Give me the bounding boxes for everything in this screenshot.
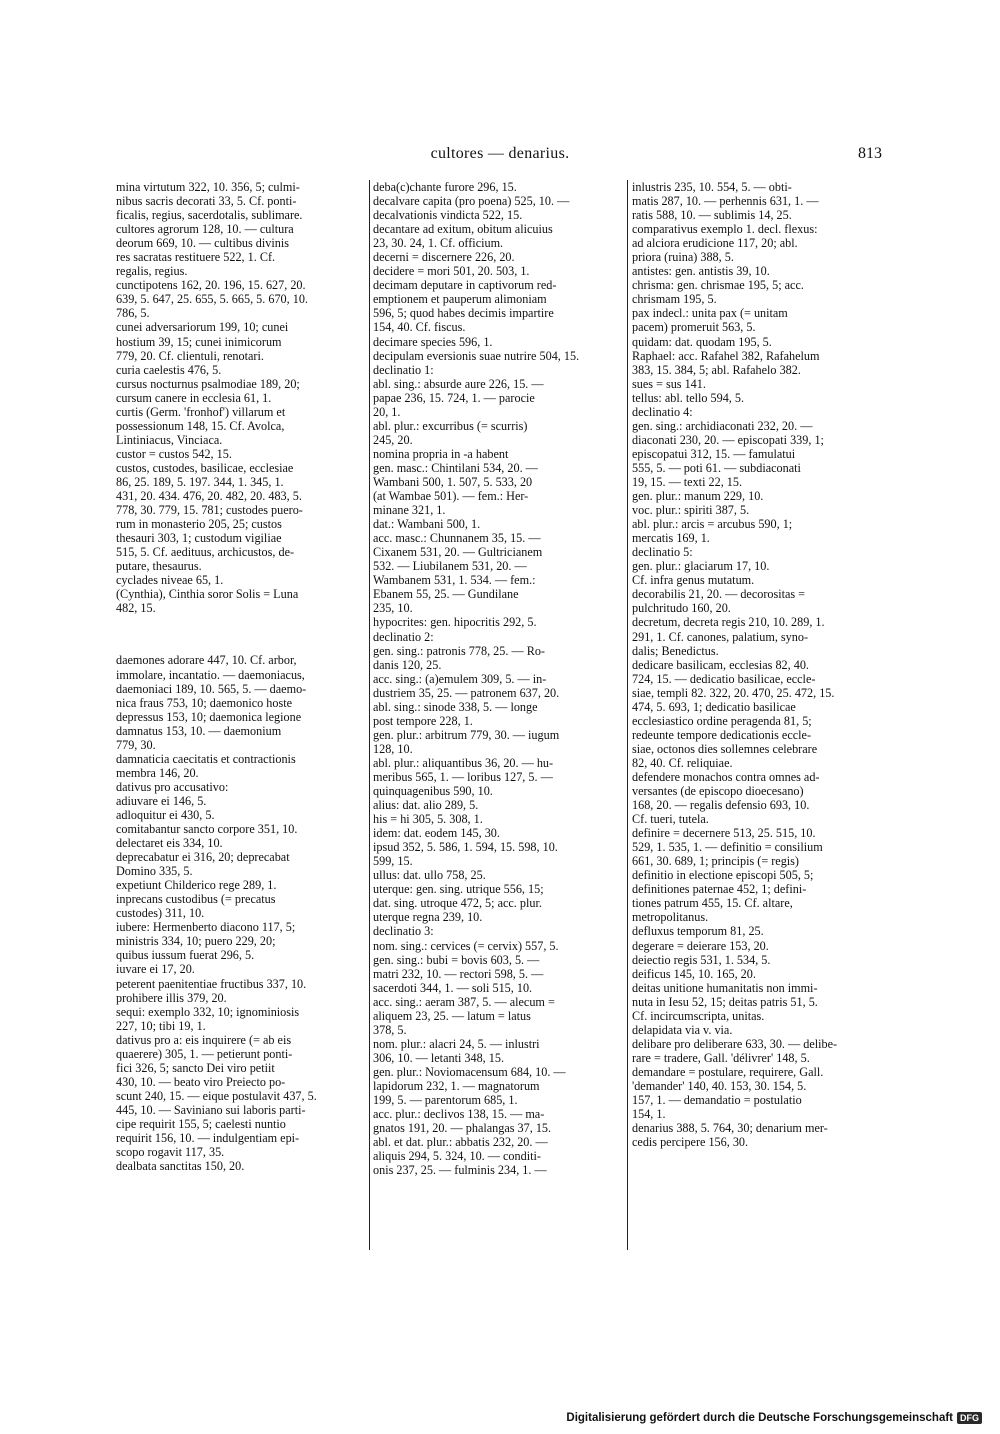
index-entry-line: deificus 145, 10. 165, 20.: [632, 966, 756, 981]
index-entry-line: voc. plur.: spiriti 387, 5.: [632, 503, 750, 518]
index-entry-line: papae 236, 15. 724, 1. — parocie: [373, 390, 535, 405]
index-entry-line: versantes (de episcopo dioecesano): [632, 784, 804, 799]
index-entry-line: hostium 39, 15; cunei inimicorum: [116, 334, 282, 349]
index-entry-line: 245, 20.: [373, 432, 413, 447]
index-entry-line: nica fraus 753, 10; daemonico hoste: [116, 695, 292, 710]
index-entry-line: meribus 565, 1. — loribus 127, 5. —: [373, 769, 553, 784]
index-entry-line: thesauri 303, 1; custodum vigiliae: [116, 531, 282, 546]
index-entry-line: decerni = discernere 226, 20.: [373, 250, 515, 265]
index-entry-line: daemones adorare 447, 10. Cf. arbor,: [116, 653, 297, 668]
index-entry-line: inprecans custodibus (= precatus: [116, 892, 276, 907]
index-entry-line: ministris 334, 10; puero 229, 20;: [116, 934, 276, 949]
index-entry-line: lapidorum 232, 1. — magnatorum: [373, 1079, 540, 1093]
index-entry-line: Lintiniacus, Vinciaca.: [116, 432, 223, 447]
index-entry-line: sues = sus 141.: [632, 376, 706, 391]
index-entry-line: iubere: Hermenberto diacono 117, 5;: [116, 920, 296, 935]
index-entry-line: abl. plur.: arcis = arcubus 590, 1;: [632, 517, 793, 532]
index-entry-line: gen. sing.: bubi = bovis 603, 5. —: [373, 952, 540, 967]
index-entry-line: 306, 10. — letanti 348, 15.: [373, 1050, 505, 1065]
index-entry-line: diaconati 230, 20. — episcopati 339, 1;: [632, 432, 824, 447]
page-header: [0, 145, 1000, 169]
index-entry-line: gnatos 191, 20. — phalangas 37, 15.: [373, 1121, 552, 1136]
index-entry-line: ullus: dat. ullo 758, 25.: [373, 868, 486, 883]
index-entry-line: dativus pro a: eis inquirere (= ab eis: [116, 1032, 292, 1047]
index-entry-line: declinatio 2:: [373, 629, 434, 644]
index-entry-line: 778, 30. 779, 15. 781; custodes puero-: [116, 503, 303, 518]
index-entry-line: scunt 240, 15. — eique postulavit 437, 5.: [116, 1088, 317, 1103]
index-entry-line: 235, 10.: [373, 601, 413, 616]
index-entry-line: nuta in Iesu 52, 15; deitas patris 51, 5.: [632, 994, 818, 1009]
index-entry-line: 445, 10. — Saviniano sui laboris parti-: [116, 1102, 306, 1117]
index-entry-line: 474, 5. 693, 1; dedicatio basilicae: [632, 699, 796, 714]
index-entry-line: nom. plur.: alacri 24, 5. — inlustri: [373, 1036, 540, 1051]
page-number: 813: [858, 145, 882, 162]
index-entry-line: ecclesiastico ordine peragenda 81, 5;: [632, 713, 812, 728]
index-entry-line: redeunte tempore dedicationis eccle-: [632, 727, 811, 742]
index-entry-line: delapidata via v. via.: [632, 1022, 733, 1037]
index-entry-line: gen. sing.: patronis 778, 25. — Ro-: [373, 643, 545, 658]
index-entry-line: membra 146, 20.: [116, 765, 199, 780]
index-entry-line: defluxus temporum 81, 25.: [632, 924, 764, 939]
index-entry-line: idem: dat. eodem 145, 30.: [373, 826, 500, 841]
index-entry-line: 23, 30. 24, 1. Cf. officium.: [373, 236, 504, 251]
index-entry-line: cursum canere in ecclesia 61, 1.: [116, 390, 272, 405]
index-entry-line: 482, 15.: [116, 601, 156, 616]
index-entry-line: acc. plur.: declivos 138, 15. — ma-: [373, 1107, 545, 1122]
index-entry-line: gen. masc.: Chintilani 534, 20. —: [373, 460, 538, 475]
index-entry-line: Cf. incircumscripta, unitas.: [632, 1008, 765, 1023]
index-entry-line: 430, 10. — beato viro Preiecto po-: [116, 1074, 286, 1089]
index-entry-line: cunctipotens 162, 20. 196, 15. 627, 20.: [116, 278, 306, 293]
index-entry-line: quinquagenibus 590, 10.: [373, 784, 493, 799]
index-entry-line: custor = custos 542, 15.: [116, 446, 232, 461]
index-entry-line: decimare species 596, 1.: [373, 334, 493, 349]
index-entry-line: custodes) 311, 10.: [116, 906, 205, 921]
index-entry-line: rare = tradere, Gall. 'délivrer' 148, 5.: [632, 1050, 810, 1065]
index-entry-line: aliquem 23, 25. — latum = latus: [373, 1008, 531, 1023]
index-entry-line: adloquitur ei 430, 5.: [116, 807, 215, 822]
index-entry-line: hypocrites: gen. hipocritis 292, 5.: [373, 615, 537, 630]
index-entry-line: 86, 25. 189, 5. 197. 344, 1. 345, 1.: [116, 474, 284, 489]
index-entry-line: damnaticia caecitatis et contractionis: [116, 751, 296, 766]
index-entry-line: 779, 20. Cf. clientuli, renotari.: [116, 348, 264, 363]
index-entry-line: delibare pro deliberare 633, 30. — delibe-: [632, 1036, 838, 1051]
index-entry-line: cultores agrorum 128, 10. — cultura: [116, 222, 294, 237]
index-entry-line: comitabantur sancto corpore 351, 10.: [116, 822, 298, 837]
index-entry-line: danis 120, 25.: [373, 657, 442, 672]
index-entry-line: 157, 1. — demandatio = postulatio: [632, 1093, 802, 1108]
index-entry-line: gen. plur.: glaciarum 17, 10.: [632, 559, 770, 574]
index-entry-line: 599, 15.: [373, 854, 413, 869]
index-entry-line: defendere monachos contra omnes ad-: [632, 769, 820, 784]
index-entry-line: dat.: Wambani 500, 1.: [373, 517, 481, 532]
index-entry-line: 199, 5. — parentorum 685, 1.: [373, 1093, 518, 1108]
index-entry-line: 128, 10.: [373, 741, 413, 756]
index-entry-line: 724, 15. — dedicatio basilicae, eccle-: [632, 671, 816, 686]
index-entry-line: decipulam eversionis suae nutrire 504, 15.: [373, 348, 580, 363]
index-entry-line: pacem) promeruit 563, 5.: [632, 320, 756, 335]
index-entry-line: res sacratas restituere 522, 1. Cf.: [116, 250, 276, 265]
index-entry-line: decretum, decreta regis 210, 10. 289, 1.: [632, 615, 825, 630]
index-entry-line: iuvare ei 17, 20.: [116, 962, 195, 977]
index-entry-line: abl. et dat. plur.: abbatis 232, 20. —: [373, 1135, 548, 1150]
index-entry-line: daemoniaci 189, 10. 565, 5. — daemo-: [116, 681, 307, 696]
index-entry-line: 154, 1.: [632, 1107, 666, 1122]
index-entry-line: matri 232, 10. — rectori 598, 5. —: [373, 966, 544, 981]
index-entry-line: regalis, regius.: [116, 264, 188, 279]
index-entry-line: 786, 5.: [116, 306, 150, 321]
index-entry-line: nibus sacris decorati 33, 5. Cf. ponti-: [116, 194, 297, 209]
index-entry-line: quaerere) 305, 1. — petierunt ponti-: [116, 1046, 293, 1061]
index-entry-line: Raphael: acc. Rafahel 382, Rafahelum: [632, 348, 820, 363]
index-entry-line: 19, 15. — texti 22, 15.: [632, 474, 743, 489]
index-entry-line: chrisma: gen. chrismae 195, 5; acc.: [632, 278, 804, 293]
index-entry-line: siae, templi 82. 322, 20. 470, 25. 472, 15.: [632, 685, 835, 700]
index-entry-line: chrismam 195, 5.: [632, 292, 717, 307]
running-title: cultores — denarius.: [430, 145, 570, 162]
credit-text: Digitalisierung gefördert durch die Deutsche Forschungsgemeinschaft: [566, 1412, 953, 1424]
index-entry-line: dalis; Benedictus.: [632, 643, 719, 658]
index-entry-line: minane 321, 1.: [373, 503, 446, 518]
index-entry-line: dativus pro accusativo:: [116, 779, 229, 794]
index-entry-line: 639, 5. 647, 25. 655, 5. 665, 5. 670, 10.: [116, 292, 308, 307]
index-entry-line: prohibere illis 379, 20.: [116, 990, 227, 1005]
index-entry-line: his = hi 305, 5. 308, 1.: [373, 812, 483, 827]
index-entry-line: Cf. infra genus mutatum.: [632, 573, 755, 588]
index-entry-line: deprecabatur ei 316, 20; deprecabat: [116, 850, 290, 865]
index-entry-line: Ebanem 55, 25. — Gundilane: [373, 587, 519, 602]
index-entry-line: uterque: gen. sing. utrique 556, 15;: [373, 882, 544, 897]
index-entry-line: possessionum 148, 15. Cf. Avolca,: [116, 418, 285, 433]
index-entry-line: gen. plur.: Noviomacensum 684, 10. —: [373, 1064, 566, 1079]
index-entry-line: 596, 5; quod habes decimis impartire: [373, 306, 554, 321]
index-entry-line: decalvare capita (pro poena) 525, 10. —: [373, 194, 570, 209]
index-entry-line: 515, 5. Cf. aedituus, archicustos, de-: [116, 545, 295, 560]
index-entry-line: acc. masc.: Chunnanem 35, 15. —: [373, 531, 541, 546]
index-entry-line: curia caelestis 476, 5.: [116, 362, 222, 377]
index-entry-line: expetiunt Childerico rege 289, 1.: [116, 878, 277, 893]
index-entry-line: aliquis 294, 5. 324, 10. — conditi-: [373, 1149, 541, 1164]
index-entry-line: acc. sing.: (a)emulem 309, 5. — in-: [373, 671, 547, 686]
index-entry-line: deba(c)chante furore 296, 15.: [373, 180, 517, 194]
index-entry-line: custos, custodes, basilicae, ecclesiae: [116, 460, 294, 475]
index-entry-line: damnatus 153, 10. — daemonium: [116, 723, 282, 738]
index-entry-line: deorum 669, 10. — cultibus divinis: [116, 236, 289, 251]
index-entry-line: 532. — Liubilanem 531, 20. —: [373, 559, 527, 574]
index-entry-line: rum in monasterio 205, 25; custos: [116, 517, 282, 532]
index-entry-line: declinatio 1:: [373, 362, 434, 377]
index-entry-line: tellus: abl. tello 594, 5.: [632, 390, 745, 405]
index-entry-line: 431, 20. 434. 476, 20. 482, 20. 483, 5.: [116, 489, 302, 504]
index-column-middle: [373, 180, 624, 1177]
index-entry-line: 291, 1. Cf. canones, palatium, syno-: [632, 629, 809, 644]
index-entry-line: adiuvare ei 146, 5.: [116, 793, 207, 808]
dfg-logo-icon: DFG: [957, 1412, 982, 1424]
index-column-left: [116, 180, 366, 1173]
index-entry-line: denarius 388, 5. 764, 30; denarium mer-: [632, 1121, 828, 1136]
index-entry-line: demandare = postulare, requirere, Gall.: [632, 1064, 824, 1079]
index-entry-line: 378, 5.: [373, 1022, 407, 1037]
index-entry-line: ratis 588, 10. — sublimis 14, 25.: [632, 208, 792, 223]
column-divider-right: [627, 180, 628, 1250]
index-entry-line: depressus 153, 10; daemonica legione: [116, 709, 302, 724]
index-entry-line: gen. sing.: archidiaconati 232, 20. —: [632, 418, 813, 433]
index-entry-line: quibus iussum fuerat 296, 5.: [116, 948, 255, 963]
index-entry-line: deitas unitione humanitatis non immi-: [632, 980, 818, 995]
index-entry-line: declinatio 5:: [632, 545, 693, 560]
column-divider-left: [369, 180, 370, 1250]
index-entry-line: scopo rogavit 117, 35.: [116, 1145, 225, 1160]
index-entry-line: pulchritudo 160, 20.: [632, 601, 731, 616]
index-entry-line: dustriem 35, 25. — patronem 637, 20.: [373, 685, 560, 700]
index-entry-line: episcopatui 312, 15. — famulatui: [632, 446, 796, 461]
index-entry-line: 661, 30. 689, 1; principis (= regis): [632, 854, 799, 869]
digitization-credit: [566, 1412, 982, 1424]
index-entry-line: cipe requirit 155, 5; caelesti nuntio: [116, 1117, 286, 1131]
index-entry-line: onis 237, 25. — fulminis 234, 1. —: [373, 1163, 547, 1178]
index-entry-line: nom. sing.: cervices (= cervix) 557, 5.: [373, 938, 559, 953]
index-entry-line: uterque regna 239, 10.: [373, 910, 483, 925]
index-entry-line: cunei adversariorum 199, 10; cunei: [116, 320, 289, 335]
index-column-right: [632, 180, 884, 1149]
index-entry-line: 779, 30.: [116, 737, 156, 752]
index-entry-line: Wambani 500, 1. 507, 5. 533, 20: [373, 474, 533, 489]
index-entry-line: gen. plur.: manum 229, 10.: [632, 489, 764, 504]
index-entry-line: immolare, incantatio. — daemoniacus,: [116, 667, 305, 682]
index-entry-line: 154, 40. Cf. fiscus.: [373, 320, 466, 335]
index-entry-line: delectaret eis 334, 10.: [116, 836, 223, 851]
index-entry-line: decorabilis 21, 20. — decorositas =: [632, 587, 806, 602]
index-entry-line: decalvationis vindicta 522, 15.: [373, 208, 523, 223]
index-entry-line: post tempore 228, 1.: [373, 713, 473, 728]
index-entry-line: alius: dat. alio 289, 5.: [373, 798, 479, 813]
index-entry-line: (Cynthia), Cinthia soror Solis = Luna: [116, 587, 299, 602]
index-entry-line: decimam deputare in captivorum red-: [373, 278, 557, 293]
index-entry-line: 'demander' 140, 40. 153, 30. 154, 5.: [632, 1079, 807, 1093]
index-entry-line: antistes: gen. antistis 39, 10.: [632, 264, 770, 279]
index-entry-line: Cixanem 531, 20. — Gultricianem: [373, 545, 543, 560]
index-entry-line: abl. plur.: excurribus (= scurris): [373, 418, 528, 433]
index-entry-line: abl. sing.: absurde aure 226, 15. —: [373, 376, 544, 391]
index-entry-line: dat. sing. utroque 472, 5; acc. plur.: [373, 896, 542, 911]
index-entry-line: sacerdoti 344, 1. — soli 515, 10.: [373, 980, 533, 995]
index-entry-line: 82, 40. Cf. reliquiae.: [632, 755, 733, 770]
index-entry-line: siae, octonos dies sollemnes celebrare: [632, 741, 818, 756]
index-entry-line: decantare ad exitum, obitum alicuius: [373, 222, 553, 237]
index-entry-line: fici 326, 5; sancto Dei viro petiit: [116, 1060, 275, 1075]
index-entry-line: degerare = deierare 153, 20.: [632, 938, 769, 953]
index-entry-line: Wambanem 531, 1. 534. — fem.:: [373, 573, 536, 588]
index-entry-line: declinatio 4:: [632, 404, 693, 419]
index-entry-line: declinatio 3:: [373, 924, 434, 939]
index-entry-line: mina virtutum 322, 10. 356, 5; culmi-: [116, 180, 300, 194]
index-entry-line: inlustris 235, 10. 554, 5. — obti-: [632, 180, 792, 194]
index-entry-line: definire = decernere 513, 25. 515, 10.: [632, 826, 816, 841]
index-entry-line: deiectio regis 531, 1. 534, 5.: [632, 952, 771, 967]
index-entry-line: putare, thesaurus.: [116, 559, 202, 574]
index-entry-line: Domino 335, 5.: [116, 864, 193, 879]
index-entry-line: curtis (Germ. 'fronhof') villarum et: [116, 404, 286, 419]
index-entry-line: pax indecl.: unita pax (= unitam: [632, 306, 788, 321]
index-entry-line: mercatis 169, 1.: [632, 531, 710, 546]
index-entry-line: (at Wambae 501). — fem.: Her-: [373, 489, 529, 504]
index-entry-line: cyclades niveae 65, 1.: [116, 573, 224, 588]
index-entry-line: sequi: exemplo 332, 10; ignominiosis: [116, 1004, 300, 1019]
index-entry-line: decidere = mori 501, 20. 503, 1.: [373, 264, 530, 279]
index-entry-line: peterent paenitentiae fructibus 337, 10.: [116, 976, 307, 991]
index-entry-line: definitiones paternae 452, 1; defini-: [632, 882, 807, 897]
index-entry-line: cursus nocturnus psalmodiae 189, 20;: [116, 376, 300, 391]
index-entry-line: priora (ruina) 388, 5.: [632, 250, 734, 265]
index-entry-line: 20, 1.: [373, 404, 401, 419]
index-entry-line: emptionem et pauperum alimoniam: [373, 292, 547, 307]
index-entry-line: matis 287, 10. — perhennis 631, 1. —: [632, 194, 819, 209]
index-entry-line: quidam: dat. quodam 195, 5.: [632, 334, 772, 349]
index-entry-line: cedis percipere 156, 30.: [632, 1135, 749, 1150]
index-entry-line: 227, 10; tibi 19, 1.: [116, 1018, 206, 1033]
index-entry-line: 168, 20. — regalis defensio 693, 10.: [632, 798, 810, 813]
index-entry-line: dedicare basilicam, ecclesias 82, 40.: [632, 657, 809, 672]
index-entry-line: 383, 15. 384, 5; abl. Rafahelo 382.: [632, 362, 801, 377]
index-entry-line: acc. sing.: aeram 387, 5. — alecum =: [373, 994, 555, 1009]
index-entry-line: 529, 1. 535, 1. — definitio = consilium: [632, 840, 823, 855]
index-entry-line: definitio in electione episcopi 505, 5;: [632, 868, 814, 883]
index-entry-line: metropolitanus.: [632, 910, 709, 925]
index-entry-line: gen. plur.: arbitrum 779, 30. — iugum: [373, 727, 560, 742]
index-entry-line: 555, 5. — poti 61. — subdiaconati: [632, 460, 801, 475]
index-entry-line: tiones patrum 455, 15. Cf. altare,: [632, 896, 793, 911]
index-entry-line: abl. sing.: sinode 338, 5. — longe: [373, 699, 538, 714]
index-entry-line: comparativus exemplo 1. decl. flexus:: [632, 222, 818, 237]
index-entry-line: requirit 156, 10. — indulgentiam epi-: [116, 1131, 300, 1146]
index-entry-line: ficalis, regius, sacerdotalis, sublimare.: [116, 208, 303, 223]
index-entry-line: dealbata sanctitas 150, 20.: [116, 1159, 245, 1174]
index-entry-line: ad alciora erudicione 117, 20; abl.: [632, 236, 798, 251]
index-entry-line: Cf. tueri, tutela.: [632, 812, 709, 827]
index-entry-line: ipsud 352, 5. 586, 1. 594, 15. 598, 10.: [373, 840, 558, 855]
index-entry-line: nomina propria in -a habent: [373, 446, 509, 461]
index-entry-line: abl. plur.: aliquantibus 36, 20. — hu-: [373, 755, 554, 770]
